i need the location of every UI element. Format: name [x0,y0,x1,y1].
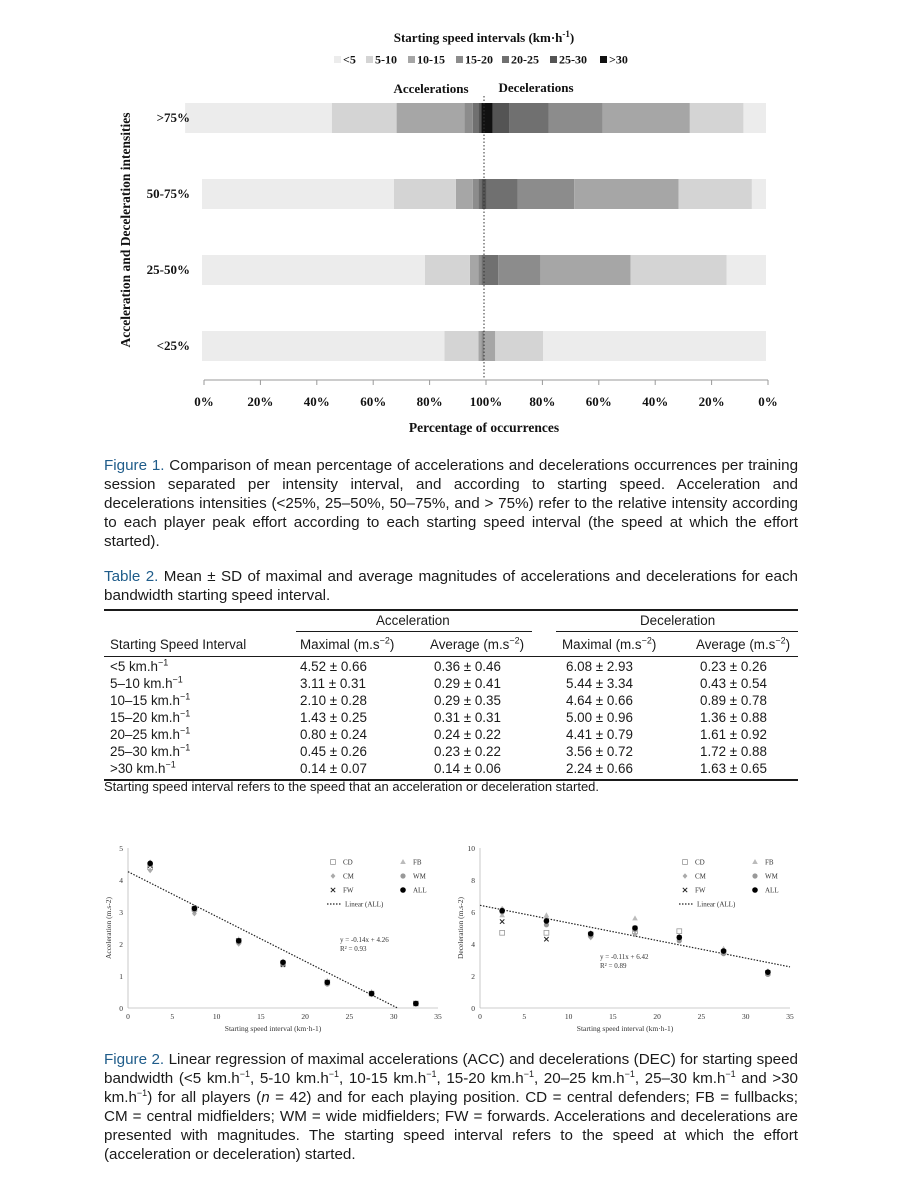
bar-dec-3-2 [484,331,495,361]
y-tick-label: 6 [471,908,475,917]
y-tick-label: 0 [119,1004,123,1013]
legend-label-4: 20-25 [511,52,539,67]
bar-acc-1-4 [478,179,481,209]
col-header-acc-maximal: Maximal $(m.s^{-2})$ [300,635,395,652]
y-tick-label: 3 [119,908,123,917]
table-cell: 0.80 ± 0.24 [300,727,367,742]
x-tick-label: 20 [301,1012,309,1021]
table-cell: 0.23 ± 0.22 [434,744,501,759]
point-fb [400,859,406,864]
table-cell: 1.61 ± 0.92 [700,727,767,742]
col-header-dec-average: Average $(m.s^{-2})$ [696,635,791,652]
x-axis-label: Starting speed interval (km·h-1) [576,1024,674,1033]
table-cell: 1.72 ± 0.88 [700,744,767,759]
regression-r2: R² = 0.93 [340,945,367,953]
figure-2-chart [0,830,902,1040]
y-tick-label: 4 [471,940,475,949]
bar-acc-2-3 [478,255,481,285]
figure-1-chart [0,0,902,450]
legend-swatch-2 [408,56,415,63]
table-row: >30 $km.h^{-1}$ [110,759,176,776]
table-2-label: Table 2. [104,568,159,585]
col-header-acc-average: Average $(m.s^{-2})$ [430,635,525,652]
table-cell: 0.29 ± 0.35 [434,693,501,708]
x-tick-label: 10 [212,1012,221,1021]
x-tick-label: 35 [434,1012,442,1021]
point-all [588,931,594,937]
group-header-acceleration: Acceleration [376,613,450,628]
point-all [765,969,771,975]
col-header-interval: Starting Speed Interval [110,637,247,652]
legend-label: ALL [765,886,779,895]
table-row: <5 $km.h^{-1}$ [110,657,169,674]
y-tick-label: 2 [119,940,123,949]
x-tick-label: 80% [529,394,556,409]
table-cell: 0.45 ± 0.26 [300,744,367,759]
x-axis-label: Percentage of occurrences [408,420,560,435]
y-axis-label: Deceleration (m.s-2) [456,896,465,960]
x-tick-label: 40% [303,394,330,409]
point-cm [148,868,153,874]
table-cell: 0.36 ± 0.46 [434,659,501,674]
point-all [752,887,758,893]
point-all [413,1001,419,1007]
point-all [676,935,682,941]
col-header-dec-maximal: Maximal $(m.s^{-2})$ [562,635,657,652]
point-cd [331,860,336,865]
bar-acc-1-2 [456,179,473,209]
table-cell: 2.24 ± 0.66 [566,761,633,776]
point-cd [683,860,688,865]
table-2-note: Starting speed interval refers to the speed that an acceleration or deceleration started. [104,779,600,794]
bar-dec-0-5 [492,103,509,133]
decelerations-label: Decelerations [498,80,574,95]
bar-dec-2-2 [540,255,630,285]
bar-acc-1-0 [202,179,394,209]
y-tick-label: 0 [471,1004,475,1013]
figure-2-label: Figure 2. [104,1051,165,1068]
bar-dec-0-2 [602,103,689,133]
deceleration-regression-plot [456,844,794,1033]
bar-acc-1-3 [473,179,479,209]
legend-label-6: >30 [609,52,628,67]
point-cd [677,929,682,934]
x-axis-label: Starting speed interval (km·h-1) [224,1024,322,1033]
legend [334,53,628,67]
x-tick-label: 100% [469,394,503,409]
point-fb [752,859,758,864]
point-all [369,991,375,997]
bar-acc-1-1 [394,179,456,209]
table-cell: 5.44 ± 3.34 [566,676,633,691]
bar-acc-0-5 [478,103,481,133]
accelerations-label: Accelerations [393,81,469,96]
legend-swatch-3 [456,56,463,63]
point-cm [331,873,336,879]
x-tick-label: 5 [522,1012,527,1021]
x-tick-label: 35 [786,1012,794,1021]
table-cell: 1.36 ± 0.88 [700,710,767,725]
table-cell: 0.89 ± 0.78 [700,693,767,708]
point-all [324,980,330,986]
point-cm [683,873,688,879]
legend-label: FW [343,886,354,895]
bar-dec-0-6 [484,103,492,133]
legend-swatch-1 [366,56,373,63]
bar-dec-1-2 [574,179,678,209]
point-all [236,938,242,944]
point-all [400,887,406,893]
legend-title: Starting speed intervals $(km\cdot h^{-1})$ [393,29,575,45]
x-tick-label: 30 [741,1012,750,1021]
point-fb [544,912,550,917]
bar-acc-0-4 [473,103,479,133]
y-tick-label: 10 [467,844,475,853]
legend-label: CM [343,872,354,881]
legend-swatch-6 [600,56,607,63]
x-tick-label: 80% [416,394,443,409]
x-tick-label: 20% [698,394,725,409]
bar-dec-1-0 [752,179,766,209]
table-cell: 4.64 ± 0.66 [566,693,633,708]
legend-swatch-0 [334,56,341,63]
point-cd [500,930,505,935]
table-row: 25–30 $km.h^{-1}$ [110,742,191,759]
legend-label: FB [413,858,422,867]
regression-r2: R² = 0.89 [600,962,627,970]
group-line-deceleration [556,631,798,632]
table-cell: 0.24 ± 0.22 [434,727,501,742]
x-tick-label: 30 [389,1012,398,1021]
bar-acc-0-0 [185,103,332,133]
table-cell: 0.43 ± 0.54 [700,676,767,691]
bar-acc-0-3 [464,103,472,133]
bar-acc-2-0 [202,255,425,285]
legend-label: WM [413,872,426,881]
table-2-title [104,567,798,605]
bar-acc-2-4 [481,255,484,285]
x-tick-label: 10 [564,1012,573,1021]
legend-label-2: 10-15 [417,52,445,67]
bar-acc-3-1 [445,331,479,361]
point-all [632,925,638,931]
x-tick-label: 25 [345,1012,354,1021]
legend-label-5: 25-30 [559,52,587,67]
legend-label: FB [765,858,774,867]
table-row: 20–25 $km.h^{-1}$ [110,725,191,742]
legend-label: FW [695,886,706,895]
x-tick-label: 0% [194,394,214,409]
table-cell: 1.63 ± 0.65 [700,761,767,776]
y-axis-label: Acceleration and Deceleration intensities [118,112,133,348]
group-line-acceleration [296,631,532,632]
legend-label: CD [695,858,705,867]
x-tick-label: 60% [585,394,612,409]
legend-swatch-4 [502,56,509,63]
group-header-deceleration: Deceleration [640,613,716,628]
point-all [544,918,550,924]
point-all [499,908,505,914]
legend-label: CD [343,858,353,867]
table-cell: 0.23 ± 0.26 [700,659,767,674]
bar-dec-0-0 [743,103,766,133]
bar-acc-0-2 [397,103,465,133]
bar-dec-0-4 [509,103,548,133]
point-cd [544,930,549,935]
acceleration-regression-plot [104,844,442,1033]
table-2-title-text: Mean ± SD of maximal and average magnitudes of accelerations and decelerations for each bandwidth starting speed interval. [104,568,798,604]
table-header-rule [104,656,798,657]
table-cell: 0.31 ± 0.31 [434,710,501,725]
y-tick-label: 8 [471,876,475,885]
bar-acc-3-2 [478,331,481,361]
figure-1-label: Figure 1. [104,457,165,474]
bar-dec-2-1 [631,255,727,285]
y-category-label: >75% [156,110,190,125]
bar-dec-1-1 [679,179,752,209]
legend-label: ALL [413,886,427,895]
table-cell: 0.14 ± 0.07 [300,761,367,776]
point-wm [752,873,757,878]
bar-acc-0-1 [332,103,397,133]
table-cell: 0.14 ± 0.06 [434,761,501,776]
table-cell: 1.43 ± 0.25 [300,710,367,725]
x-tick-label: 20% [247,394,274,409]
point-all [192,906,198,912]
bar-dec-0-3 [549,103,603,133]
regression-equation: y = -0.14x + 4.26 [340,936,389,944]
figure-1-caption [104,456,798,551]
bar-dec-2-3 [498,255,540,285]
bar-dec-1-4 [487,179,518,209]
bar-acc-3-0 [202,331,445,361]
figure-1-caption-text: Comparison of mean percentage of accelerations and decelerations occurrences per training session separated per intensity interval, and according to starting speed. Acceleration and decelerations intensities (<25%, 25–50%, 50–75%, and > 75%) refer to the relative intensity according to each player peak effort according to each starting speed interval (the speed at which the effort started). [104,457,799,550]
legend-label-0: <5 [343,52,356,67]
legend-label-1: 5-10 [375,52,397,67]
y-category-label: <25% [156,338,190,353]
x-tick-label: 25 [697,1012,706,1021]
x-tick-label: 0 [126,1012,130,1021]
x-tick-label: 5 [170,1012,175,1021]
y-tick-label: 5 [119,844,123,853]
legend-swatch-5 [550,56,557,63]
y-category-labels [147,110,190,353]
bar-dec-2-4 [484,255,498,285]
table-cell: 2.10 ± 0.28 [300,693,367,708]
legend-label: CM [695,872,706,881]
x-tick-label: 15 [609,1012,617,1021]
point-all [280,959,286,965]
table-cell: 3.11 ± 0.31 [300,676,366,691]
bar-acc-2-2 [470,255,478,285]
legend-label: Linear (ALL) [345,900,384,909]
x-tick-label: 15 [257,1012,265,1021]
point-fb [632,915,638,920]
point-wm [400,873,405,878]
x-tick-label: 60% [360,394,387,409]
bar-acc-2-1 [425,255,470,285]
x-tick-label: 0 [478,1012,482,1021]
figure-2-caption: Figure 2. Linear regression of maximal accelerations (ACC) and decelerations (DEC) for starting speed bandwidth (<5 $km.h^{-1}$, 5-10 $km.h^{-1}$, 10-15 $km.h^{-1}$, 15-20 $km.h^{-1}$, 20–25 $km.h^{-1}$, 25–30 $km.h^{-1}$ and >30 $km.h^{-1}$) for all players (n = 42) and for each playing position. CD = central defenders; FB = fullbacks; CM = central midfielders; WM = wide midfielders; FW = forwards. Accelerations and decelerations are presented with magnitudes. The starting speed interval refers to the speed at which the effort (acceleration or deceleration) started. [104,1051,799,1163]
y-tick-label: 2 [471,972,475,981]
y-tick-label: 4 [119,876,123,885]
x-tick-label: 20 [653,1012,661,1021]
bar-dec-0-1 [690,103,744,133]
y-tick-label: 1 [119,972,123,981]
table-cell: 6.08 ± 2.93 [566,659,633,674]
bar-dec-2-0 [727,255,766,285]
table-cell: 3.56 ± 0.72 [566,744,633,759]
regression-equation: y = -0.11x + 6.42 [600,953,649,961]
x-ticks [194,380,778,409]
bars-group [185,103,766,361]
table-cell: 4.41 ± 0.79 [566,727,633,742]
legend-label: WM [765,872,778,881]
legend-label-3: 15-20 [465,52,493,67]
table-top-rule [104,609,798,611]
y-category-label: 25-50% [146,262,190,277]
y-axis-label: Acceleration (m.s-2) [104,896,113,960]
legend-label: Linear (ALL) [697,900,736,909]
x-tick-label: 40% [642,394,669,409]
y-category-label: 50-75% [146,186,190,201]
table-cell: 4.52 ± 0.66 [300,659,367,674]
bar-dec-1-3 [518,179,574,209]
point-all [147,861,153,867]
table-row: 15–20 $km.h^{-1}$ [110,708,191,725]
table-cell: 5.00 ± 0.96 [566,710,633,725]
point-all [721,948,727,954]
table-row: 10–15 $km.h^{-1}$ [110,691,191,708]
table-cell: 0.29 ± 0.41 [434,676,501,691]
x-tick-label: 0% [758,394,778,409]
table-row: 5–10 $km.h^{-1}$ [110,674,183,691]
bar-dec-3-1 [495,331,543,361]
bar-dec-3-0 [543,331,766,361]
